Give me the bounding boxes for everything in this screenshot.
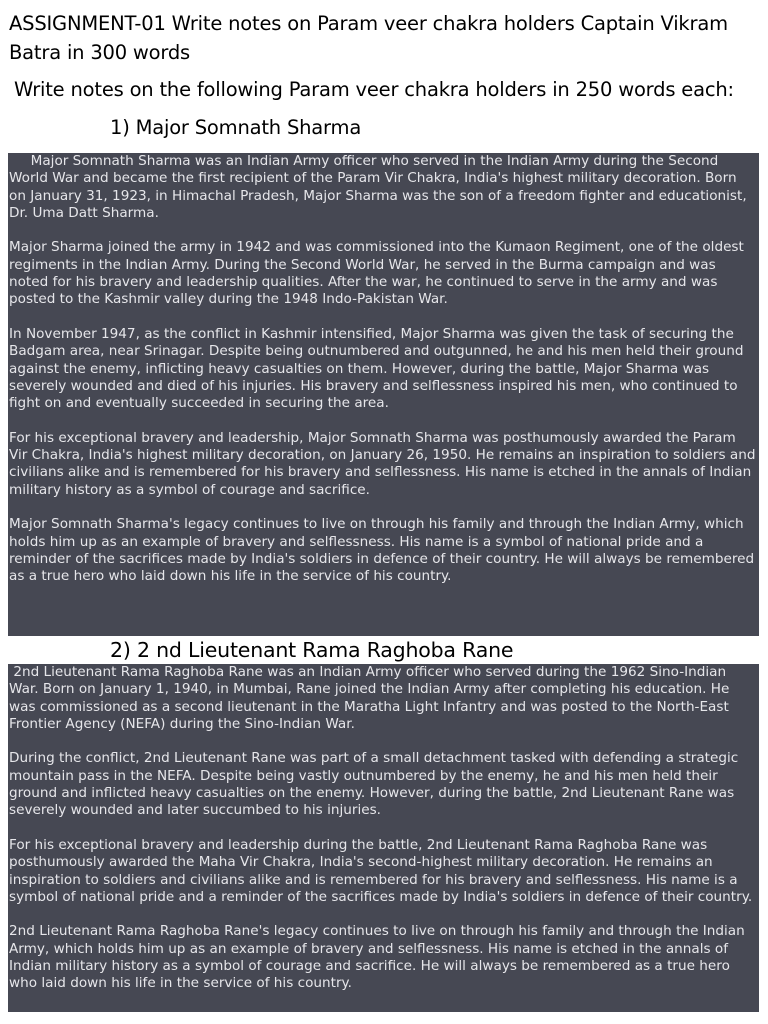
paragraph: In November 1947, as the conflict in Kashmir intensified, Major Sharma was given the task of securing the Badgam area, near Srinagar. Despite being outnumbered and outgunned, he and his men held their ground against the enemy, inflicting heavy casualties on them. However, during the battle, Major Sharma was severely wounded and died of his injuries. His bravery and selflessness inspired his men, who continued to fight on and eventually succeeded in securing the area. [9,325,744,412]
paragraph: For his exceptional bravery and leadership, Major Somnath Sharma was posthumously awarded the Param Vir Chakra, India's highest military decoration, on January 26, 1950. He remains an inspiration to soldiers and civilians alike and is remembered for his bravery and selflessness. His name is etched in the annals of Indian military history as a symbol of courage and sacrifice. [9,429,756,498]
paragraph: 2nd Lieutenant Rama Raghoba Rane's legacy continues to live on through his family and through the Indian Army, which holds him up as an example of bravery and selflessness. His name is etched in the annals of Indian military history as a symbol of courage and sacrifice. He will always be remembered as a true hero who laid down his life in the service of his country. [9,923,745,992]
paragraph: Major Somnath Sharma's legacy continues to live on through his family and through the Indian Army, which holds him up as an example of bravery and selflessness. His name is a symbol of national pride and a reminder of the sacrifices made by India's soldiers in defence of their country. He will always be remembered as a true hero who laid down his life in the service of his country. [9,516,755,585]
section-heading-somnath-sharma: 1) Major Somnath Sharma [110,116,362,139]
assignment-title: ASSIGNMENT-01 Write notes on Param veer chakra holders Captain Vikram Batra in 300 words [9,12,728,64]
section-heading-rama-raghoba-rane: 2) 2 nd Lieutenant Rama Raghoba Rane [110,638,514,662]
paragraph: For his exceptional bravery and leadership during the battle, 2nd Lieutenant Rama Raghoba Rane was posthumously awarded the Maha Vir Chakra, India's second-highest military decoration. He remains an inspiration to soldiers and civilians alike and is remembered for his bravery and selflessness. His name is a symbol of national pride and a reminder of the sacrifices made by India's soldiers in defence of their country. [9,836,753,905]
paragraph: Major Somnath Sharma was an Indian Army officer who served in the Indian Army during the Second World War and became the first recipient of the Param Vir Chakra, India's highest military decoration. Born on January 31, 1923, in Himachal Pradesh, Major Sharma was the son of a freedom fighter and educationist, Dr. Uma Datt Sharma. [9,153,751,221]
text-block-rama-raghoba-rane [8,664,759,1012]
instruction-text: Write notes on the following Param veer chakra holders in 250 words each: [14,78,734,101]
text-block-somnath-sharma [8,153,759,636]
paragraph: During the conflict, 2nd Lieutenant Rane was part of a small detachment tasked with defending a strategic mountain pass in the NEFA. Despite being vastly outnumbered by the enemy, he and his men held their ground and inflicted heavy casualties on the enemy. However, during the battle, 2nd Lieutenant Rane was severely wounded and later succumbed to his injuries. [9,750,739,819]
paragraph: 2nd Lieutenant Rama Raghoba Rane was an Indian Army officer who served during the 1962 Sino-Indian War. Born on January 1, 1940, in Mumbai, Rane joined the Indian Army after completing his education. He was commissioned as a second lieutenant in the Maratha Light Infantry and was posted to the North-East Frontier Agency (NEFA) during the Sino-Indian War. [9,664,734,732]
paragraph: Major Sharma joined the army in 1942 and was commissioned into the Kumaon Regiment, one of the oldest regiments in the Indian Army. During the Second World War, he served in the Burma campaign and was noted for his bravery and leadership qualities. After the war, he continued to serve in the army and was posted to the Kashmir valley during the 1948 Indo-Pakistan War. [9,239,744,308]
